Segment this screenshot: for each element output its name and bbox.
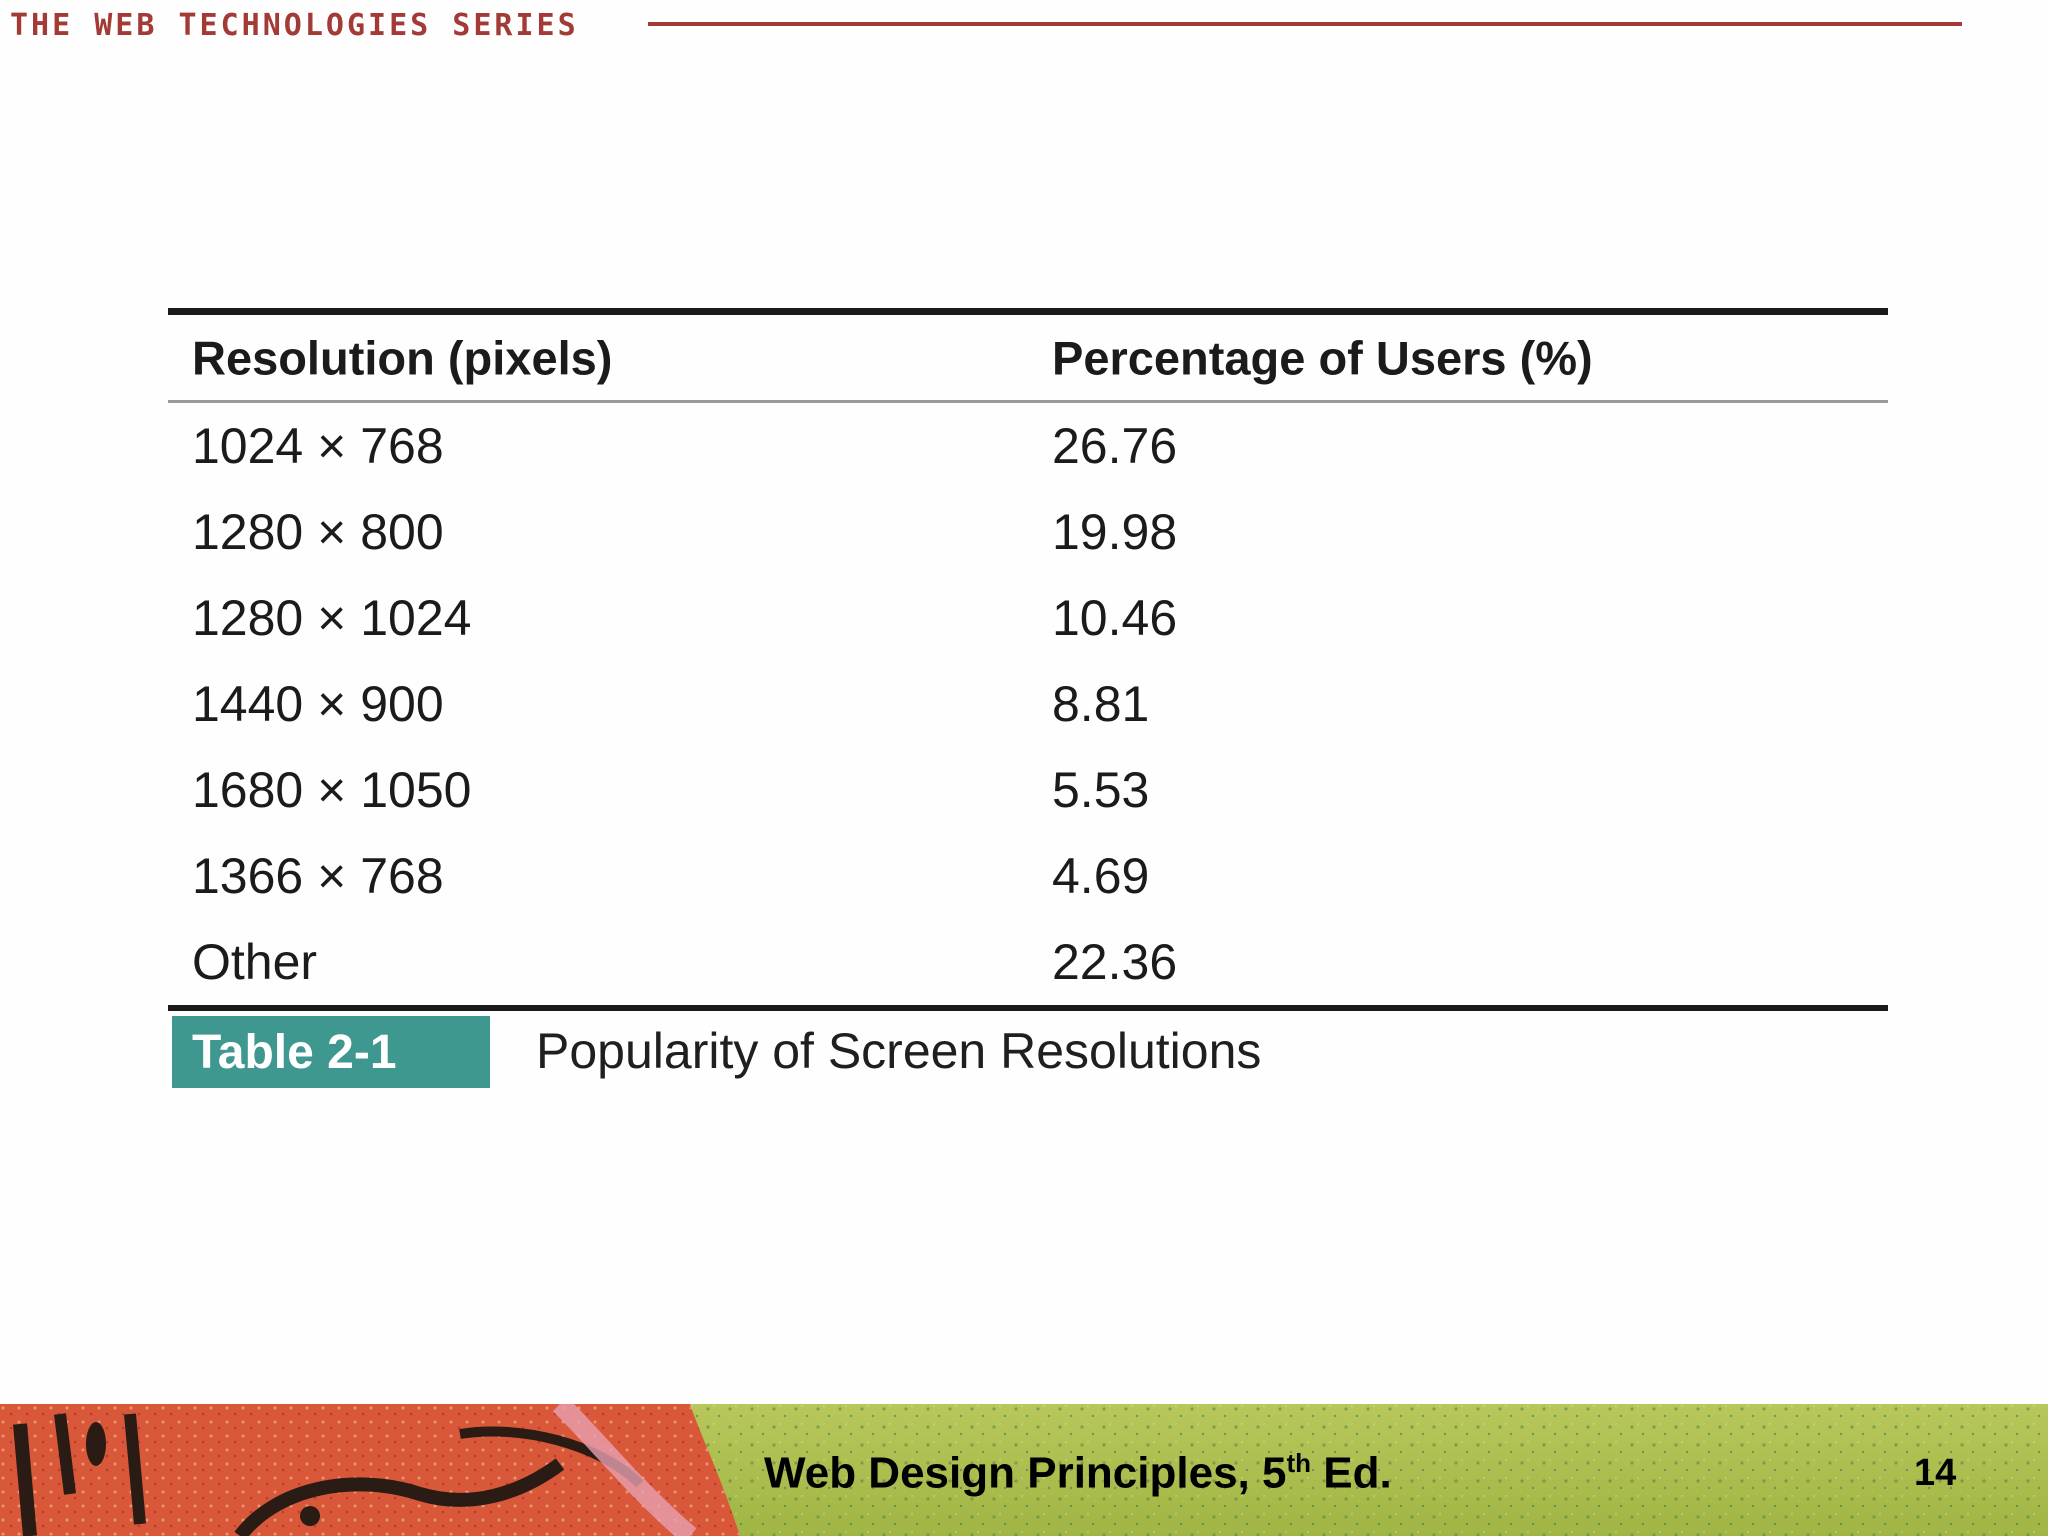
percentage-cell: 22.36 — [1052, 934, 1178, 990]
percentage-cell: 8.81 — [1052, 676, 1150, 732]
table-row — [168, 403, 1888, 489]
column-header-resolution: Resolution (pixels) — [192, 331, 613, 384]
percentage-cell: 5.53 — [1052, 762, 1150, 818]
footer-title-suffix: Ed. — [1311, 1448, 1392, 1498]
percentage-cell: 4.69 — [1052, 848, 1150, 904]
series-header-rule — [648, 22, 1962, 26]
table-caption-label: Table 2-1 — [172, 1016, 490, 1088]
resolution-cell: 1280 × 800 — [192, 504, 444, 560]
table-top-rule — [168, 308, 1888, 315]
series-header-title: THE WEB TECHNOLOGIES SERIES — [10, 8, 579, 43]
table-row — [168, 661, 1888, 747]
resolution-cell: 1366 × 768 — [192, 848, 444, 904]
table-row — [168, 489, 1888, 575]
table-caption-text: Popularity of Screen Resolutions — [536, 1023, 1262, 1079]
table-row — [168, 919, 1888, 1005]
percentage-cell: 26.76 — [1052, 418, 1178, 474]
footer-title-main: Web Design Principles, 5 — [764, 1448, 1287, 1498]
resolution-cell: 1440 × 900 — [192, 676, 444, 732]
table-row — [168, 833, 1888, 919]
resolution-cell: 1024 × 768 — [192, 418, 444, 474]
column-header-percentage: Percentage of Users (%) — [1052, 331, 1593, 384]
percentage-cell: 19.98 — [1052, 504, 1178, 560]
footer-book-title — [764, 1448, 1392, 1499]
footer-title-superscript: th — [1286, 1448, 1312, 1478]
resolution-table — [168, 308, 1888, 1011]
percentage-cell: 10.46 — [1052, 590, 1178, 646]
page-number: 14 — [1914, 1452, 1957, 1494]
table-row — [168, 575, 1888, 661]
resolution-cell: 1280 × 1024 — [192, 590, 472, 646]
resolution-cell: Other — [192, 934, 318, 990]
table-bottom-rule — [168, 1005, 1888, 1011]
table-header-row — [168, 315, 1888, 403]
resolution-cell: 1680 × 1050 — [192, 762, 472, 818]
table-row — [168, 747, 1888, 833]
